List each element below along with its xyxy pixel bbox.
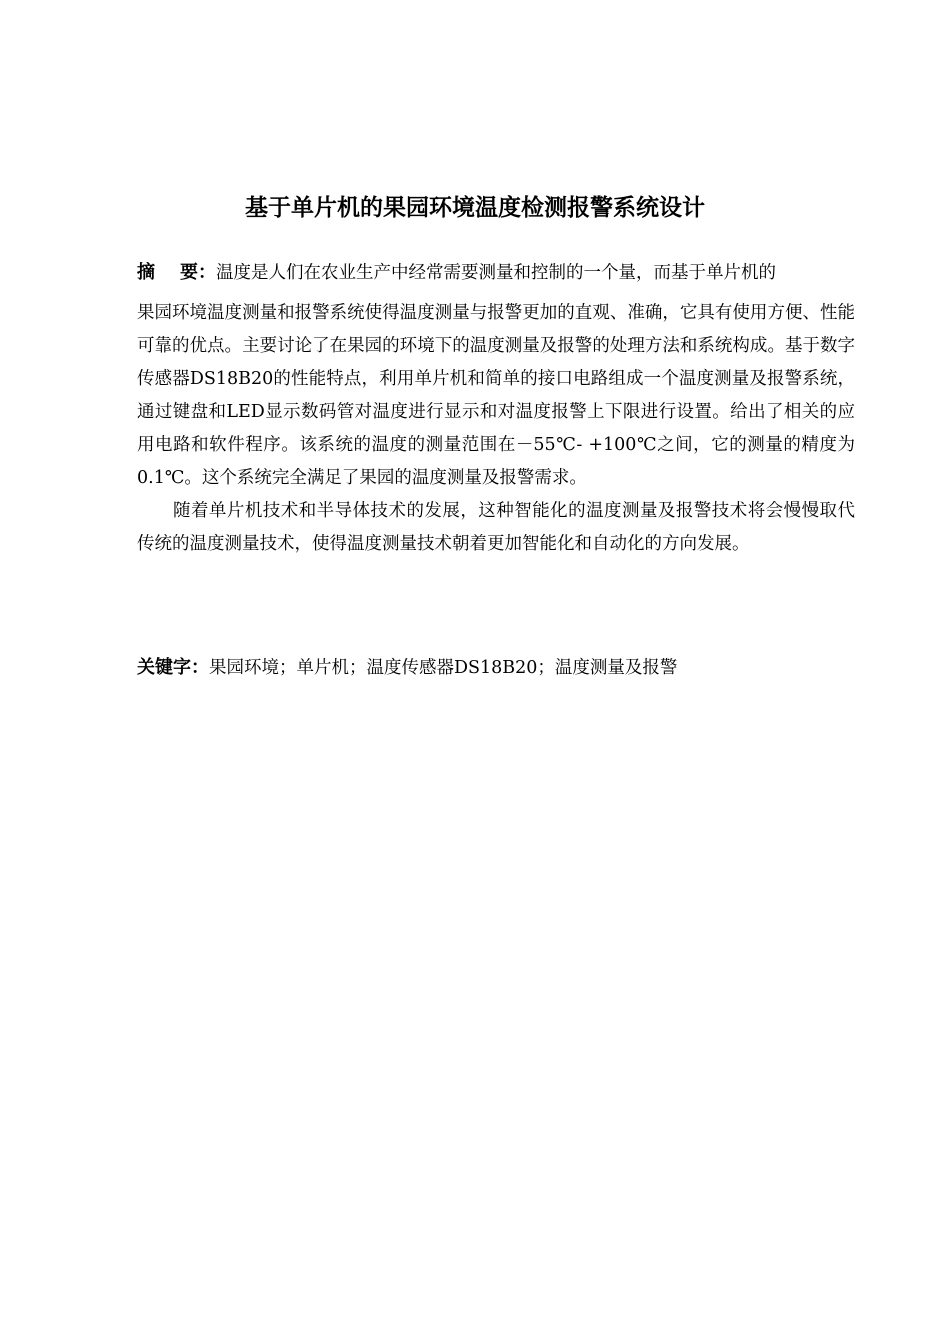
keywords-text: 果园环境；单片机；温度传感器DS18B20；温度测量及报警 (209, 658, 678, 678)
keywords-label: 关键字： (137, 657, 209, 678)
abstract-body: 果园环境温度测量和报警系统使得温度测量与报警更加的直观、准确，它具有使用方便、性能可靠的优点。主要讨论了在果园的环境下的温度测量及报警的处理方法和系统构成。基于数字传感器DS18B20的性能特点，利用单片机和简单的接口电路组成一个温度测量及报警系统，通过键盘和LED显示数码管对温度进行显示和对温度报警上下限进行设置。给出了相关的应用电路和软件程序。该系统的温度的测量范围在－55℃- +100℃之间，它的测量的精度为0.1℃。这个系统完全满足了果园的温度测量及报警需求。 (137, 303, 855, 488)
paper-title: 基于单片机的果园环境温度检测报警系统设计 (245, 195, 705, 221)
abstract-paragraph-2: 随着单片机技术和半导体技术的发展，这种智能化的温度测量及报警技术将会慢慢取代传统的温度测量技术，使得温度测量技术朝着更加智能化和自动化的方向发展。 (137, 501, 855, 554)
keywords-line (137, 652, 855, 684)
abstract-line1: 温度是人们在农业生产中经常需要测量和控制的一个量，而基于单片机的 (216, 263, 776, 283)
abstract-label-char2: 要： (180, 262, 216, 283)
abstract-first-line (137, 256, 855, 290)
abstract-section (137, 256, 855, 561)
abstract-label-char1: 摘 (137, 262, 155, 283)
abstract-label (137, 262, 216, 283)
